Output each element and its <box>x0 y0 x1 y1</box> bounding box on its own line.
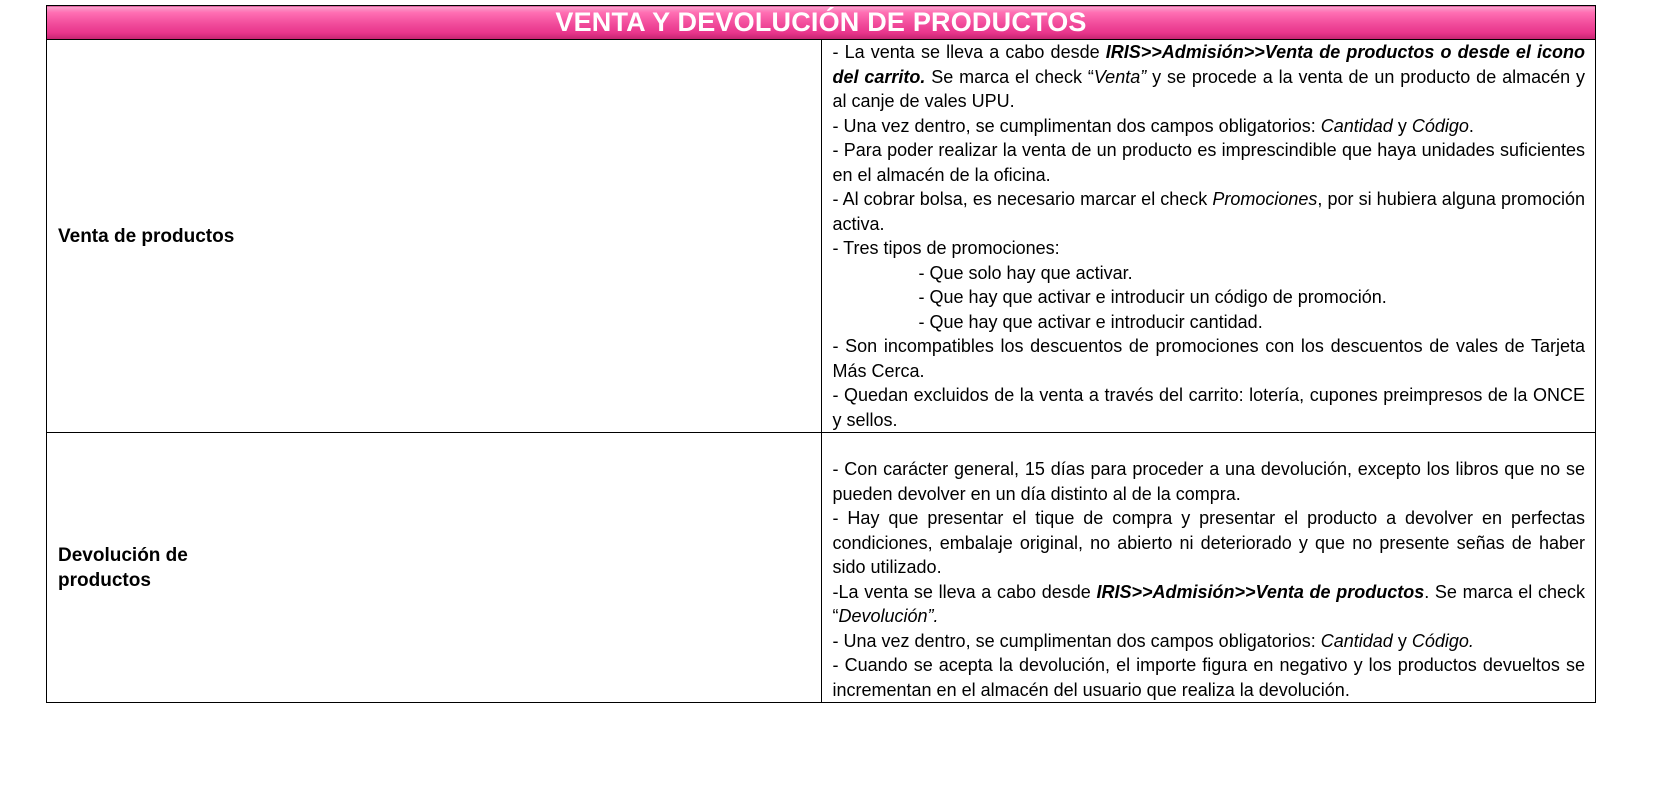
row-label-devolucion <box>47 433 822 703</box>
promo-type-2: - Que hay que activar e introducir un código de promoción. <box>918 287 1387 307</box>
text: . Se marca el check “ <box>832 581 1586 626</box>
info-table <box>46 5 1596 703</box>
venta-paragraph-1 <box>833 40 1586 114</box>
row-content-venta <box>821 40 1596 433</box>
text: , por si hubiera alguna promoción activa. <box>832 189 1585 234</box>
table-title: VENTA Y DEVOLUCIÓN DE PRODUCTOS <box>47 6 1596 40</box>
venta-paragraph-5: - Tres tipos de promociones: <box>832 238 1060 258</box>
text: Se marca el check “ <box>925 66 1094 87</box>
venta-paragraph-3: - Para poder realizar la venta de un producto es imprescindible que haya unidades suficientes en el almacén de la oficina. <box>832 140 1585 185</box>
menu-path-text: IRIS>>Admisión>>Venta de productos o desde el icono del carrito. <box>832 42 1585 87</box>
devolucion-paragraph-5: - Cuando se acepta la devolución, el importe figura en negativo y los productos devueltos se incrementan en el almacén del usuario que realiza la devolución. <box>832 655 1585 700</box>
field-name-text: Código. <box>1411 630 1474 651</box>
promo-type-1: - Que solo hay que activar. <box>918 262 1133 283</box>
text: - Una vez dentro, se cumplimentan dos campos obligatorios: <box>832 115 1321 136</box>
devolucion-paragraph-4 <box>833 629 1586 654</box>
venta-paragraph-7: - Quedan excluidos de la venta a través del carrito: lotería, cupones preimpresos de la ONCE y sellos. <box>832 385 1585 430</box>
promo-type-3: - Que hay que activar e introducir cantidad. <box>918 311 1263 332</box>
check-name-text: Venta” <box>1093 66 1147 87</box>
venta-paragraph-6: - Son incompatibles los descuentos de promociones con los descuentos de vales de Tarjeta Más Cerca. <box>832 336 1585 381</box>
row-content-devolucion <box>821 433 1596 703</box>
table-row-devolucion <box>47 433 1596 703</box>
text: y <box>1392 115 1412 136</box>
text: y <box>1392 630 1412 651</box>
text: -La venta se lleva a cabo desde <box>832 581 1097 602</box>
text: . <box>1468 115 1474 136</box>
devolucion-paragraph-3 <box>833 580 1586 629</box>
venta-paragraph-2 <box>833 114 1586 139</box>
text: - La venta se lleva a cabo desde <box>832 42 1106 62</box>
row-label-venta: Venta de productos <box>47 40 822 433</box>
check-name-text: Promociones <box>1212 189 1318 209</box>
devolucion-paragraph-2: - Hay que presentar el tique de compra y presentar el producto a devolver en perfectas condiciones, embalaje original, no abierto ni deteriorado y que no presente señas de haber sido utilizado. <box>832 508 1585 577</box>
venta-paragraph-4 <box>833 187 1586 236</box>
check-name-text: Devolución”. <box>838 606 939 626</box>
menu-path-text: IRIS>>Admisión>>Venta de productos <box>1096 581 1425 602</box>
table-row-venta <box>47 40 1596 433</box>
field-name-text: Cantidad <box>1320 115 1393 136</box>
text: - Una vez dentro, se cumplimentan dos campos obligatorios: <box>832 630 1321 651</box>
field-name-text: Código <box>1411 115 1469 136</box>
text: - Al cobrar bolsa, es necesario marcar el check <box>832 189 1213 209</box>
label-text: Devolución de productos <box>58 544 188 591</box>
text: y se procede a la venta de un producto de almacén y al canje de vales UPU. <box>832 66 1585 111</box>
title-row <box>47 6 1596 40</box>
field-name-text: Cantidad <box>1320 630 1393 651</box>
devolucion-paragraph-1: - Con carácter general, 15 días para proceder a una devolución, excepto los libros que no se pueden devolver en un día distinto al de la compra. <box>832 459 1585 504</box>
